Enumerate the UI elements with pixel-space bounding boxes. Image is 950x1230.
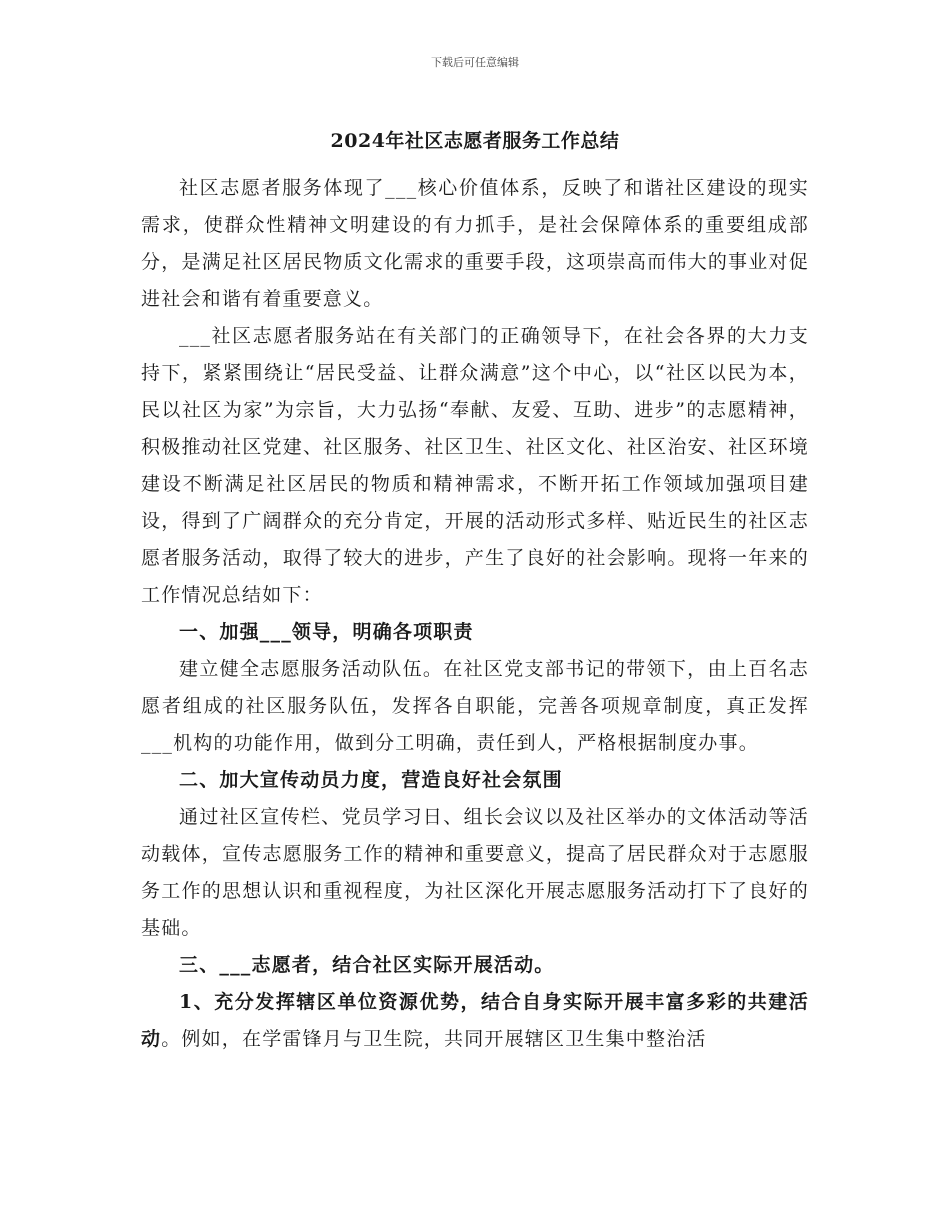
section-heading-3: 三、___志愿者，结合社区实际开展活动。 xyxy=(179,954,555,976)
document-body xyxy=(141,170,809,1058)
paragraph-intro: 社区志愿者服务体现了___核心价值体系，反映了和谐社区建设的现实需求，使群众性精神文明建设的有力抓手，是社会保障体系的重要组成部分，是满足社区居民物质文化需求的重要手段，这项崇高而伟大的事业对促进社会和谐有着重要意义。 xyxy=(141,177,809,310)
item-1-bold-lead: 1、充分发挥辖区单位资源优势，结合自身实际开展丰富多彩的共建活动 xyxy=(141,991,809,1050)
paragraph-overview: ___社区志愿者服务站在有关部门的正确领导下，在社会各界的大力支持下，紧紧围绕让“居民受益、让群众满意”这个中心，以“社区以民为本，民以社区为家”为宗旨，大力弘扬“奉献、友爱、互助、进步”的志愿精神，积极推动社区党建、社区服务、社区卫生、社区文化、社区治安、社区环境建设不断满足社区居民的物质和精神需求，不断开拓工作领域加强项目建设，得到了广阔群众的充分肯定，开展的活动形式多样、贴近民生的社区志愿者服务活动，取得了较大的进步，产生了良好的社会影响。现将一年来的工作情况总结如下： xyxy=(141,325,809,606)
section-heading-1: 一、加强___领导，明确各项职责 xyxy=(179,621,474,643)
section-heading-2: 二、加大宣传动员力度，营造良好社会氛围 xyxy=(179,769,563,791)
paragraph-section-1: 建立健全志愿服务活动队伍。在社区党支部书记的带领下，由上百名志愿者组成的社区服务队伍，发挥各自职能，完善各项规章制度，真正发挥___机构的功能作用，做到分工明确，责任到人，严格根据制度办事。 xyxy=(141,658,809,754)
paragraph-section-2: 通过社区宣传栏、党员学习日、组长会议以及社区举办的文体活动等活动载体，宣传志愿服务工作的精神和重要意义，提高了居民群众对于志愿服务工作的思想认识和重视程度，为社区深化开展志愿服务活动打下了良好的基础。 xyxy=(141,806,809,939)
item-1-text: 。例如，在学雷锋月与卫生院，共同开展辖区卫生集中整治活 xyxy=(161,1028,707,1050)
page-header-note: 下载后可任意编辑 xyxy=(431,56,519,69)
paragraph-section-3-item-1 xyxy=(141,984,809,1058)
document-title: 2024年社区志愿者服务工作总结 xyxy=(330,130,620,152)
